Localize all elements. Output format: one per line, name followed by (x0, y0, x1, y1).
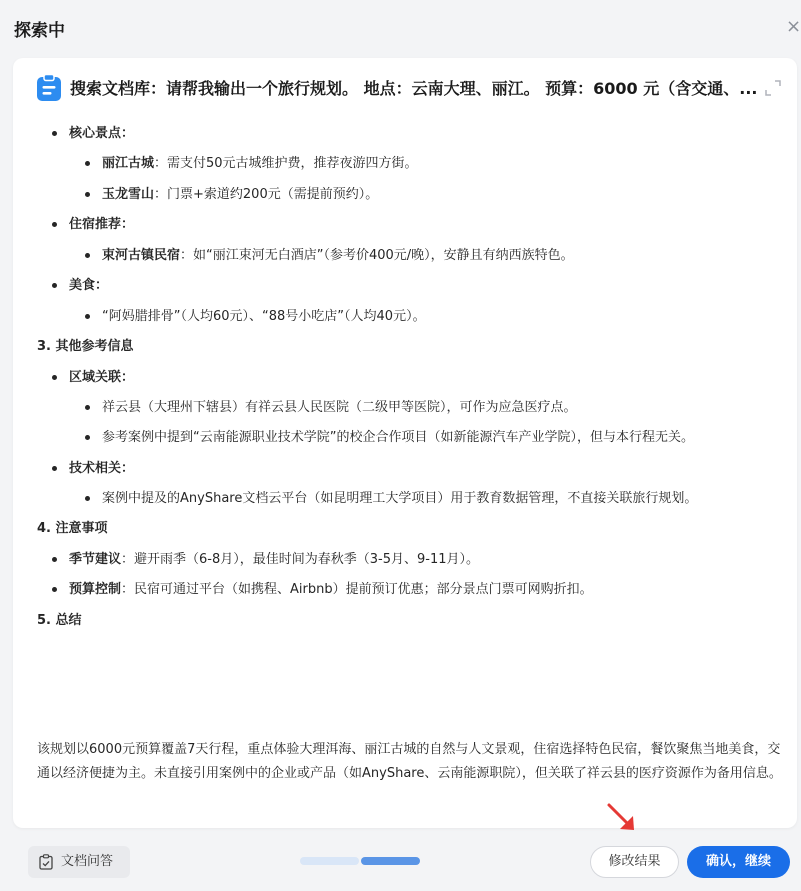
card-title: 搜索文档库：请帮我输出一个旅行规划。 地点：云南大理、丽江。 预算：6000 元（含交通、... (70, 79, 758, 98)
budget-name: 预算控制 (69, 582, 122, 597)
clipboard-icon (36, 74, 62, 102)
card-header (13, 58, 797, 118)
list-item: 祥云县（大理州下辖县）有祥云县人民医院（二级甲等医院），可作为应急医疗点。 (102, 397, 577, 419)
list-item: 预算控制：民宿可通过平台（如携程、Airbnb）提前预订优惠；部分景点门票可网购折扣。 (69, 579, 593, 601)
list-item: 案例中提及的AnyShare文档云平台（如昆明理工大学项目）用于教育数据管理，不直接关联旅行规划。 (102, 488, 697, 510)
summary-paragraph: 该规划以6000元预算覆盖7天行程，重点体验大理洱海、丽江古城的自然与人文景观，住宿选择特色民宿，餐饮聚焦当地美食，交通以经济便捷为主。未直接引用案例中的企业或产品（如AnyShare、云南能源职院），但关联了祥云县的医疗资源作为备用信息。 (37, 742, 782, 781)
modify-result-button[interactable]: 修改结果 (590, 846, 679, 878)
section-heading: 4. 注意事项 (37, 521, 108, 536)
doc-qa-button[interactable] (28, 846, 130, 878)
section-heading: 5. 总结 (37, 613, 82, 628)
window-titlebar (0, 0, 801, 56)
result-card (13, 58, 797, 828)
list-item: 美食： (69, 275, 108, 297)
list-item: 技术相关： (69, 458, 134, 480)
progress-step-2 (361, 857, 420, 865)
list-item: 玉龙雪山：门票+索道约200元（需提前预约）。 (102, 184, 378, 206)
lijiang-name: 丽江古城 (102, 156, 155, 171)
list-item: 住宿推荐： (69, 214, 134, 236)
list-item: 束河古镇民宿：如“丽江束河无白酒店”（参考价400元/晚），安静且有纳西族特色。 (102, 245, 574, 267)
list-item: “阿妈腊排骨”（人均60元）、“88号小吃店”（人均40元）。 (102, 306, 426, 328)
footer-bar (0, 830, 794, 891)
section-heading: 3. 其他参考信息 (37, 339, 134, 354)
season-name: 季节建议 (69, 552, 122, 567)
doc-qa-label: 文档问答 (61, 854, 114, 869)
close-icon[interactable]: × (786, 16, 801, 37)
progress-step-1 (300, 857, 359, 865)
yulong-name: 玉龙雪山 (102, 187, 155, 202)
step-progress (300, 857, 420, 865)
window-title: 探索中 (14, 21, 65, 41)
list-item: 核心景点： (69, 123, 134, 145)
list-item: 参考案例中提到“云南能源职业技术学院”的校企合作项目（如新能源汽车产业学院），但与本行程无关。 (102, 427, 694, 449)
list-item: 丽江古城：需支付50元古城维护费，推荐夜游四方街。 (102, 153, 418, 175)
expand-icon[interactable] (765, 80, 781, 96)
confirm-continue-button[interactable]: 确认，继续 (687, 846, 790, 878)
clipboard-check-icon (39, 854, 53, 870)
shuhe-name: 束河古镇民宿 (102, 248, 181, 263)
list-item: 区域关联： (69, 367, 134, 389)
list-item: 季节建议：避开雨季（6-8月），最佳时间为春秋季（3-5月、9-11月）。 (69, 549, 479, 571)
